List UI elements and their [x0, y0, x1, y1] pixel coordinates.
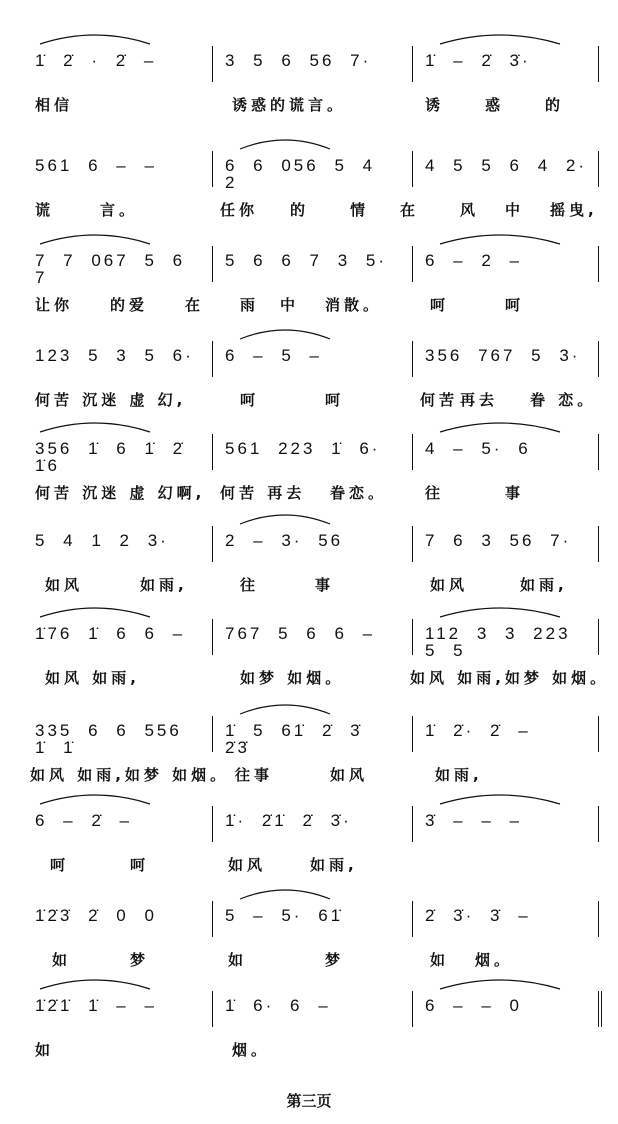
lyric-text: 雨 — [240, 296, 260, 314]
lyric-text: 如雨, — [435, 766, 483, 784]
slur-marks — [0, 595, 618, 655]
measure-notes: 7 6 3 56 7· — [425, 531, 572, 550]
lyric-text: 如 — [52, 951, 72, 969]
lyric-text: 如 — [430, 951, 450, 969]
measure-notes: 1̇76 1̇ 6 6 – — [35, 624, 186, 643]
lyric-text: 如风 如雨, — [45, 669, 140, 687]
slur — [440, 795, 560, 804]
lyric-text: 诱 — [425, 96, 445, 114]
slur — [440, 608, 560, 617]
lyric-text: 如雨, — [310, 856, 358, 874]
slur-marks — [0, 877, 618, 937]
measure-notes: 3 5 6 56 7· — [225, 51, 372, 70]
lyric-text: 呵 — [130, 856, 150, 874]
lyric-text: 何苦 — [420, 391, 459, 409]
lyric-text: 中 — [505, 201, 525, 219]
measure-notes: 2 – 3· 56 — [225, 531, 344, 550]
lyric-text: 烟。 — [232, 1041, 271, 1059]
lyric-text: 如风 如雨,如梦 如烟。 — [410, 669, 610, 687]
slur-marks — [0, 22, 618, 82]
lyric-text: 谎 — [35, 201, 55, 219]
measure-notes: 1̇ 5 61̇ 2̇ 3̇ 2̇3̇ — [225, 721, 363, 757]
lyric-text: 如风 — [228, 856, 267, 874]
lyric-text: 惑 — [485, 96, 505, 114]
measure-notes: 767 5 6 6 – — [225, 624, 376, 643]
slur-marks — [0, 222, 618, 282]
measure-notes: 5 4 1 2 3· — [35, 531, 169, 550]
slur-marks — [0, 502, 618, 562]
lyric-text: 风 — [460, 201, 480, 219]
lyric-text: 呵 — [50, 856, 70, 874]
lyric-text: 言。 — [100, 201, 139, 219]
measure-notes: 6 – – 0 — [425, 996, 522, 1015]
measure-notes: 561 223 1̇ 6· — [225, 439, 381, 458]
slur — [40, 980, 150, 989]
measure-notes: 1̇2̇3̇ 2̇ 0 0 — [35, 906, 157, 925]
measure-notes: 1̇· 2̇1̇ 2̇ 3̇· — [225, 811, 352, 830]
lyric-text: 消散。 — [325, 296, 383, 314]
score-system — [0, 975, 618, 1087]
slur — [440, 423, 560, 432]
score-system — [0, 30, 618, 142]
lyric-text: 的 — [545, 96, 565, 114]
measure-notes: 2̇ 3̇· 3̇ – — [425, 906, 531, 925]
lyric-text: 呵 — [325, 391, 345, 409]
lyric-text: 的爱 — [110, 296, 149, 314]
measure-notes: 6 6 056 5 4 2 — [225, 156, 376, 192]
lyric-text: 眷 恋。 — [530, 391, 597, 409]
lyric-text: 何苦 再去 — [220, 484, 306, 502]
measure-notes: 6 – 2 – — [425, 251, 522, 270]
lyric-text: 诱惑的谎言。 — [232, 96, 347, 114]
lyric-text: 如 — [35, 1041, 55, 1059]
slur — [240, 705, 330, 714]
lyric-text: 如雨, — [140, 576, 188, 594]
lyric-text: 如 — [228, 951, 248, 969]
lyric-text: 往 — [425, 484, 445, 502]
measure-notes: 356 1̇ 6 1̇ 2̇ 1̇6 — [35, 439, 186, 475]
lyric-text: 往事 — [235, 766, 274, 784]
lyric-text: 的 — [290, 201, 310, 219]
measure-notes: 4 5 5 6 4 2· — [425, 156, 588, 175]
lyric-text: 何苦 沉迷 虚 幻啊, — [35, 484, 206, 502]
slur — [240, 140, 330, 149]
lyric-text: 梦 — [325, 951, 345, 969]
slur — [440, 35, 560, 44]
slur — [40, 235, 150, 244]
slur — [440, 980, 560, 989]
lyric-text: 事 — [505, 484, 525, 502]
slur-marks — [0, 410, 618, 470]
slur — [40, 608, 150, 617]
lyric-text: 如雨, — [520, 576, 568, 594]
lyric-text: 再去 — [460, 391, 499, 409]
measure-notes: 1̇2̇1̇ 1̇ – – — [35, 996, 157, 1015]
page-number: 第三页 — [286, 1092, 332, 1110]
lyric-text: 如风 — [45, 576, 84, 594]
measure-notes: 7 7 067 5 6 7 — [35, 251, 186, 287]
lyric-text: 如风 如雨,如梦 如烟。 — [30, 766, 230, 784]
slur — [240, 330, 330, 339]
lyric-text: 如风 — [330, 766, 369, 784]
lyric-text: 情 — [350, 201, 370, 219]
lyric-text: 摇曳, — [550, 201, 598, 219]
lyric-text: 如风 — [430, 576, 469, 594]
lyric-text: 在 — [400, 201, 420, 219]
slur — [40, 35, 150, 44]
lyric-text: 往 — [240, 576, 260, 594]
lyric-text: 眷恋。 — [330, 484, 388, 502]
slur-marks — [0, 967, 618, 1027]
lyric-text: 烟。 — [475, 951, 514, 969]
slur-marks — [0, 692, 618, 752]
measure-notes: 6 – 2̇ – — [35, 811, 132, 830]
measure-notes: 112 3 3 223 5 5 — [425, 624, 571, 660]
lyric-text: 何苦 沉迷 虚 幻, — [35, 391, 187, 409]
lyric-text: 任你 — [220, 201, 259, 219]
slur — [40, 795, 150, 804]
measure-notes: 561 6 – – — [35, 156, 157, 175]
lyric-text: 让你 — [35, 296, 74, 314]
lyric-text: 呵 — [240, 391, 260, 409]
measure-notes: 1̇ 2̇· 2̇ – — [425, 721, 531, 740]
lyric-text: 相信 — [35, 96, 74, 114]
slur-marks — [0, 317, 618, 377]
lyric-text: 梦 — [130, 951, 150, 969]
slur — [440, 235, 560, 244]
measure-notes: 5 6 6 7 3 5· — [225, 251, 388, 270]
lyric-text: 事 — [315, 576, 335, 594]
slur — [40, 423, 150, 432]
slur — [240, 890, 330, 899]
measure-notes: 6 – 5 – — [225, 346, 322, 365]
measure-notes: 5 – 5· 61̇ — [225, 906, 344, 925]
lyric-text: 在 — [185, 296, 205, 314]
slur-marks — [0, 127, 618, 187]
slur — [240, 515, 330, 524]
measure-notes: 1̇ 2̇ · 2̇ – — [35, 51, 157, 70]
measure-notes: 4 – 5· 6 — [425, 439, 531, 458]
measure-notes: 335 6 6 556 1̇ 1̇ — [35, 721, 182, 757]
measure-notes: 1̇ 6· 6 – — [225, 996, 331, 1015]
measure-notes: 3̇ – – – — [425, 811, 522, 830]
lyric-text: 呵 — [505, 296, 525, 314]
lyric-text: 中 — [280, 296, 300, 314]
measure-notes: 123 5 3 5 6· — [35, 346, 194, 365]
lyric-text: 如梦 如烟。 — [240, 669, 345, 687]
measure-notes: 356 767 5 3· — [425, 346, 581, 365]
slur-marks — [0, 782, 618, 842]
measure-notes: 1̇ – 2̇ 3̇· — [425, 51, 531, 70]
lyric-text: 呵 — [430, 296, 450, 314]
